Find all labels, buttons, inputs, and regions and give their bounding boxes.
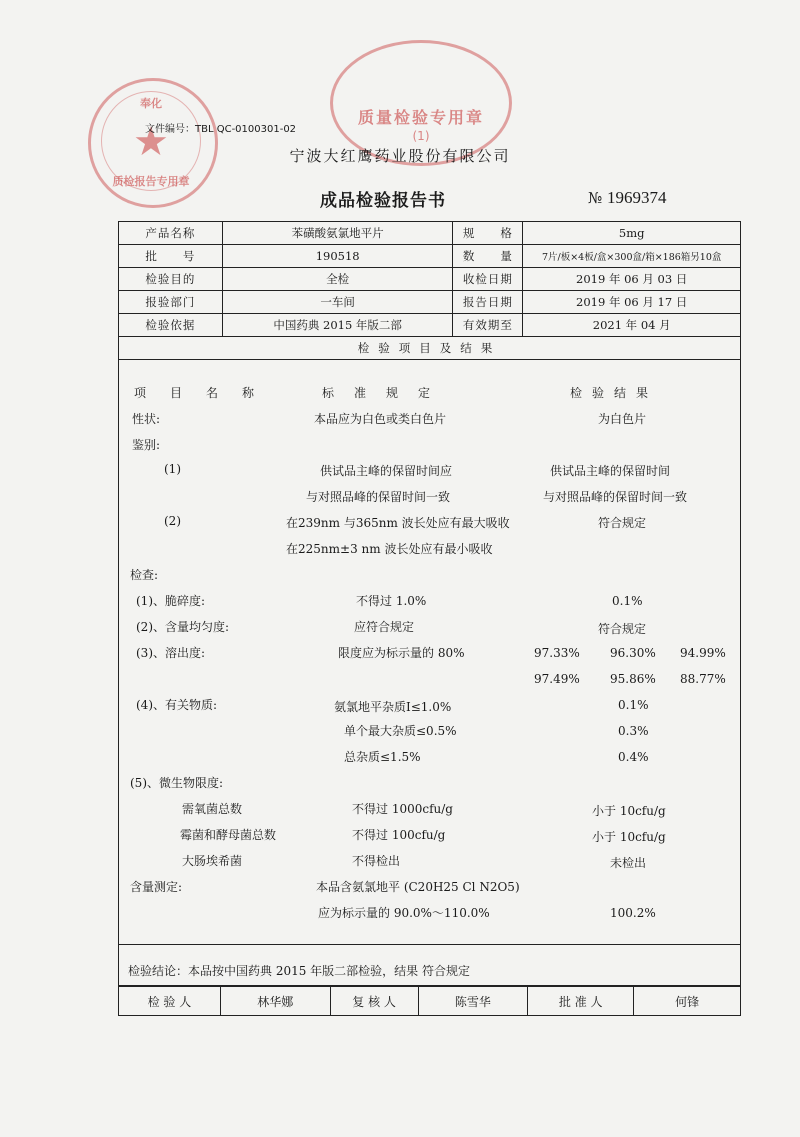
report-date-label: 报告日期 <box>453 291 523 314</box>
microbial-label: (5)、微生物限度: <box>130 776 224 790</box>
dissolution-label: (3)、溶出度: <box>136 646 206 660</box>
quantity-value: 7片/板×4板/盒×300盒/箱×186箱另10盒 <box>523 245 741 268</box>
table-row <box>119 314 741 337</box>
identification-2-number: (2) <box>164 514 181 528</box>
serial-number <box>588 188 666 208</box>
dissolution-standard: 限度应为标示量的 80% <box>338 646 465 660</box>
reviewer-name: 陈雪华 <box>418 987 528 1016</box>
section-header: 检验项目及结果 <box>119 337 741 360</box>
identification-2-standard-line1: 在239nm 与365nm 波长处应有最大吸收 <box>286 516 510 530</box>
approver-label: 批 准 人 <box>528 987 634 1016</box>
conclusion-divider <box>118 944 741 945</box>
assay-label: 含量测定: <box>130 880 183 894</box>
seal-number-text: (1) <box>412 129 430 143</box>
inspector-name: 林华娜 <box>220 987 330 1016</box>
product-value: 苯磺酸氨氯地平片 <box>222 222 453 245</box>
identification-1-number: (1) <box>164 462 181 476</box>
seal-top-text: 奉化 <box>140 97 162 110</box>
aerobic-standard: 不得过 1000cfu/g <box>352 802 453 816</box>
related-result-3: 0.4% <box>618 750 649 764</box>
aerobic-result: 小于 10cfu/g <box>592 804 666 818</box>
check-label: 检查: <box>130 568 159 582</box>
table-row <box>119 268 741 291</box>
identification-1-result-line1: 供试品主峰的保留时间 <box>550 464 671 478</box>
related-substances-label: (4)、有关物质: <box>136 698 218 712</box>
uniformity-standard: 应符合规定 <box>354 620 415 634</box>
expiry-value: 2021 年 04 月 <box>523 314 741 337</box>
conclusion-text: 检验结论：本品按中国药典 2015 年版二部检验，结果 符合规定 <box>128 964 470 978</box>
related-standard-3: 总杂质≤1.5% <box>344 750 421 764</box>
friability-label: (1)、脆碎度: <box>136 594 206 608</box>
identification-1-standard-line2: 与对照品峰的保留时间一致 <box>306 490 451 504</box>
serial-value: 1969374 <box>606 188 667 207</box>
company-name: 宁波大红鹰药业股份有限公司 <box>289 147 511 165</box>
receive-date-label: 收检日期 <box>453 268 523 291</box>
basis-label: 检验依据 <box>119 314 223 337</box>
batch-value: 190518 <box>222 245 453 268</box>
serial-prefix: № <box>588 189 603 207</box>
star-icon: ★ <box>133 119 169 165</box>
related-result-2: 0.3% <box>618 724 649 738</box>
table-row <box>119 245 741 268</box>
dissolution-result-1: 97.33% <box>534 646 580 660</box>
assay-standard-line1: 本品含氨氯地平 (C20H25 Cl N2O5) <box>316 880 520 894</box>
identification-label: 鉴别: <box>132 438 161 452</box>
identification-1-result-line2: 与对照品峰的保留时间一致 <box>543 490 688 504</box>
mold-yeast-result: 小于 10cfu/g <box>592 830 666 844</box>
identification-1-standard-line1: 供试品主峰的保留时间应 <box>320 464 453 478</box>
quantity-label: 数 量 <box>453 245 523 268</box>
identification-2-result: 符合规定 <box>598 516 647 530</box>
basis-value: 中国药典 2015 年版二部 <box>222 314 453 337</box>
assay-standard-line2: 应为标示量的 90.0%～110.0% <box>318 906 490 920</box>
product-label: 产品名称 <box>119 222 223 245</box>
department-value: 一车间 <box>222 291 453 314</box>
ecoli-label: 大肠埃希菌 <box>182 854 243 868</box>
column-result-header: 检验结果 <box>570 386 659 400</box>
assay-result: 100.2% <box>610 906 656 920</box>
uniformity-result: 符合规定 <box>598 622 647 636</box>
reviewer-label: 复 核 人 <box>330 987 418 1016</box>
purpose-value: 全检 <box>222 268 453 291</box>
company-seal-stamp <box>88 78 218 208</box>
spec-value: 5mg <box>523 222 741 245</box>
dissolution-result-5: 95.86% <box>610 672 656 686</box>
identification-2-standard-line2: 在225nm±3 nm 波长处应有最小吸收 <box>286 542 493 556</box>
aerobic-label: 需氧菌总数 <box>182 802 243 816</box>
report-date-value: 2019 年 06 月 17 日 <box>523 291 741 314</box>
friability-result: 0.1% <box>612 594 643 608</box>
department-label: 报验部门 <box>119 291 223 314</box>
signature-table <box>118 986 741 1016</box>
expiry-label: 有效期至 <box>453 314 523 337</box>
appearance-result: 为白色片 <box>598 412 647 426</box>
approver-name: 何锋 <box>634 987 741 1016</box>
table-row <box>119 987 741 1016</box>
friability-standard: 不得过 1.0% <box>356 594 427 608</box>
dissolution-result-4: 97.49% <box>534 672 580 686</box>
dissolution-result-6: 88.77% <box>680 672 726 686</box>
mold-yeast-standard: 不得过 100cfu/g <box>352 828 446 842</box>
appearance-standard: 本品应为白色或类白色片 <box>314 412 447 426</box>
mold-yeast-label: 霉菌和酵母菌总数 <box>180 828 277 842</box>
receive-date-value: 2019 年 06 月 03 日 <box>523 268 741 291</box>
appearance-label: 性状: <box>132 412 161 426</box>
product-info-table <box>118 221 741 360</box>
dissolution-result-2: 96.30% <box>610 646 656 660</box>
column-item-header: 项目名称 <box>134 386 279 400</box>
seal-title-text: 质量检验专用章 <box>357 108 484 127</box>
seal-bottom-text: 质检报告专用章 <box>112 175 190 188</box>
ecoli-result: 未检出 <box>610 856 647 870</box>
column-standard-header: 标准规定 <box>322 386 451 400</box>
batch-label: 批 号 <box>119 245 223 268</box>
spec-label: 规 格 <box>453 222 523 245</box>
related-standard-1: 氨氯地平杂质Ⅰ≤1.0% <box>334 700 452 714</box>
related-standard-2: 单个最大杂质≤0.5% <box>344 724 457 738</box>
table-row <box>119 222 741 245</box>
ecoli-standard: 不得检出 <box>352 854 401 868</box>
inspector-label: 检 验 人 <box>119 987 221 1016</box>
dissolution-result-3: 94.99% <box>680 646 726 660</box>
purpose-label: 检验目的 <box>119 268 223 291</box>
uniformity-label: (2)、含量均匀度: <box>136 620 230 634</box>
related-result-1: 0.1% <box>618 698 649 712</box>
report-title: 成品检验报告书 <box>320 191 446 211</box>
document-number: 文件编号：TBL QC-0100301-02 <box>145 124 297 135</box>
table-row <box>119 291 741 314</box>
